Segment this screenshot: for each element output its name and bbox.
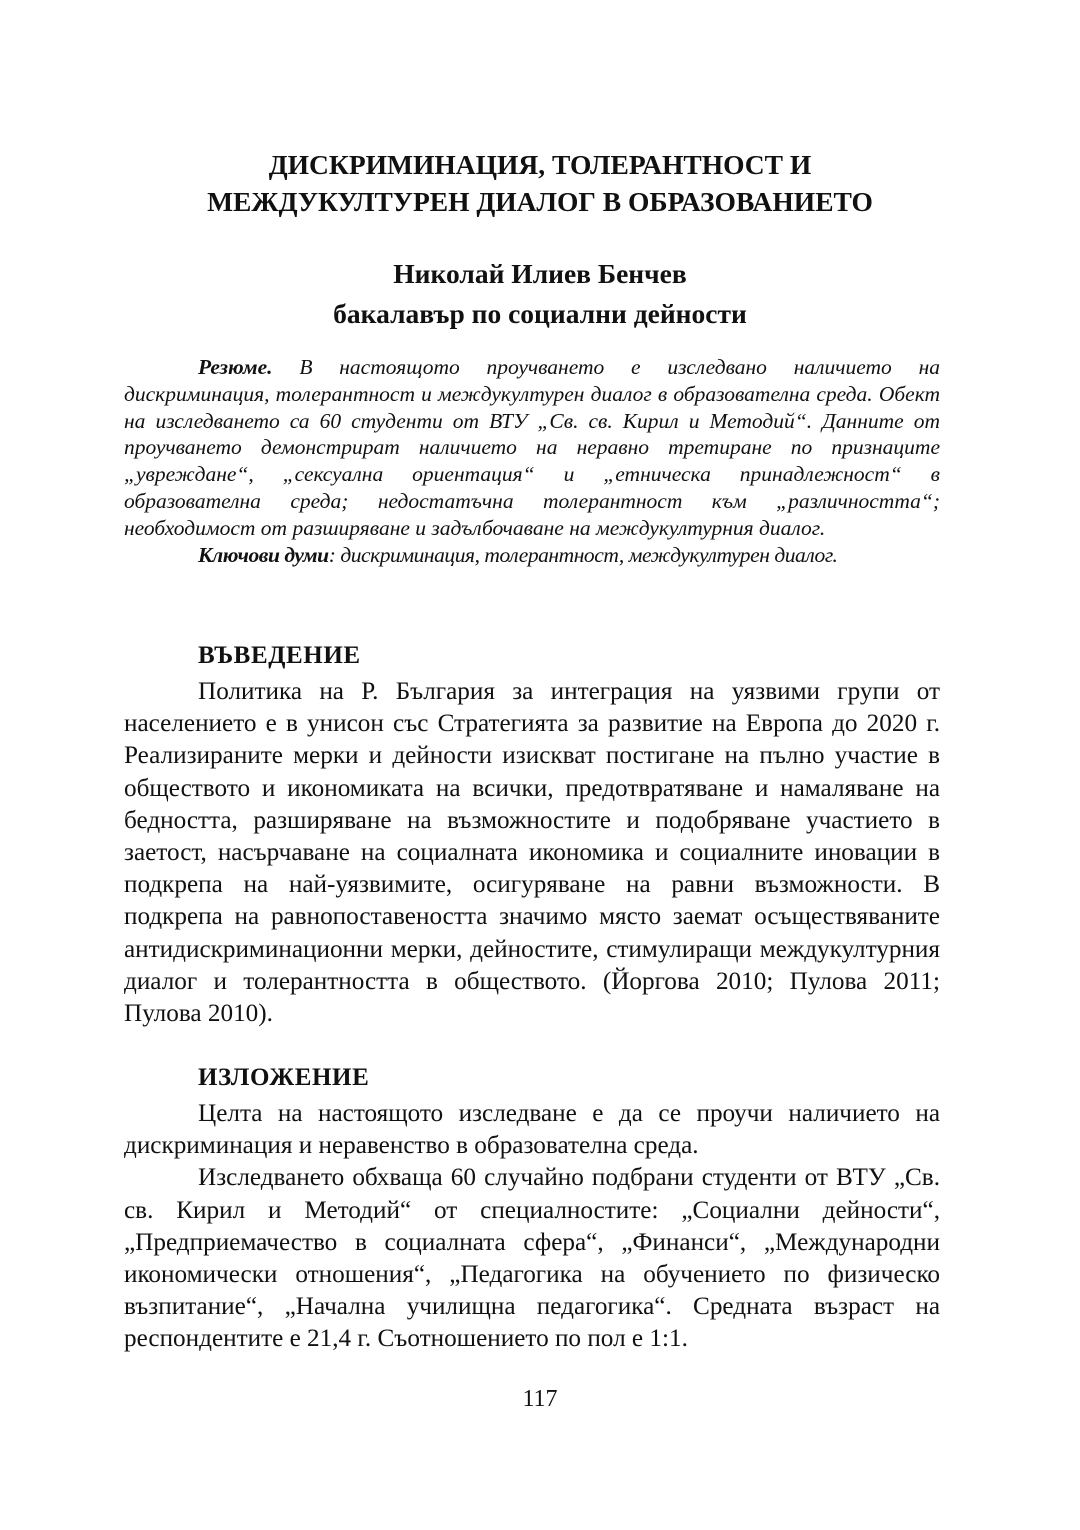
paper-title — [0, 146, 1080, 220]
abstract-text: В настоящото проучването е изследвано наличието на дискриминация, толерантност и междукултурен диалог в образователна среда. Обект на изследването са 60 студенти от ВТУ „Св. св. Кирил и Методий“. Данните от проучването демонстрират наличието на неравно третиране по признаците „увреждане“, „сексуална ориентация“ и „етническа принадлежност“ в образователна среда; недостатъчна толерантност към „различността“; необходимост от разширяване и задълбочаване на междукултурния диалог. — [124, 355, 940, 540]
title-line-2: МЕЖДУКУЛТУРЕН ДИАЛОГ В ОБРАЗОВАНИЕТО — [207, 186, 873, 217]
exposition-paragraph-1: Целта на настоящото изследване е да се проучи наличието на дискриминация и неравенство в образователна среда. — [124, 1100, 940, 1160]
keywords — [124, 542, 940, 569]
introduction-heading: ВЪВЕДЕНИЕ — [198, 642, 361, 669]
author-degree: бакалавър по социални дейности — [333, 298, 747, 329]
abstract-paragraph — [124, 354, 940, 542]
introduction-paragraph: Политика на Р. България за интеграция на уязвими групи от населението е в унисон със Стратегията за развитие на Европа до 2020 г. Реализираните мерки и дейности изискват постигане на пълно участие в обществото и икономиката на всички, предотвратяване и намаляване на бедността, разширяване на възможностите и подобряване участието в заетост, насърчаване на социалната икономика и социалните иновации в подкрепа на най-уязвимите, осигуряване на равни възможности. В подкрепа на равнопоставеността значимо място заемат осъществяваните антидискриминационни мерки, дейностите, стимулиращи междукултурния диалог и толерантността в обществото. (Йоргова 2010; Пулова 2011; Пулова 2010). — [124, 678, 940, 1028]
abstract-label: Резюме. — [198, 355, 273, 379]
title-line-1: ДИСКРИМИНАЦИЯ, ТОЛЕРАНТНОСТ И — [268, 149, 812, 180]
author-name: Николай Илиев Бенчев — [393, 258, 687, 289]
exposition-section — [124, 1098, 940, 1356]
abstract — [124, 354, 940, 568]
keywords-text: : дискриминация, толерантност, междукултурен диалог. — [328, 542, 838, 567]
author-block — [0, 254, 1080, 334]
introduction-section — [124, 676, 940, 1030]
page-number: 117 — [522, 1386, 558, 1412]
exposition-paragraph-2: Изследването обхваща 60 случайно подбрани студенти от ВТУ „Св. св. Кирил и Методий“ от специалностите: „Социални дейности“, „Предприемачество в социалната сфера“, „Финанси“, „Международни икономически отношения“, „Педагогика на обучението по физическо възпитание“, „Начална училищна педагогика“. Средната възраст на респондентите е 21,4 г. Съотношението по пол е 1:1. — [124, 1164, 940, 1353]
keywords-label: Ключови думи — [198, 542, 329, 567]
exposition-heading: ИЗЛОЖЕНИЕ — [198, 1064, 370, 1091]
